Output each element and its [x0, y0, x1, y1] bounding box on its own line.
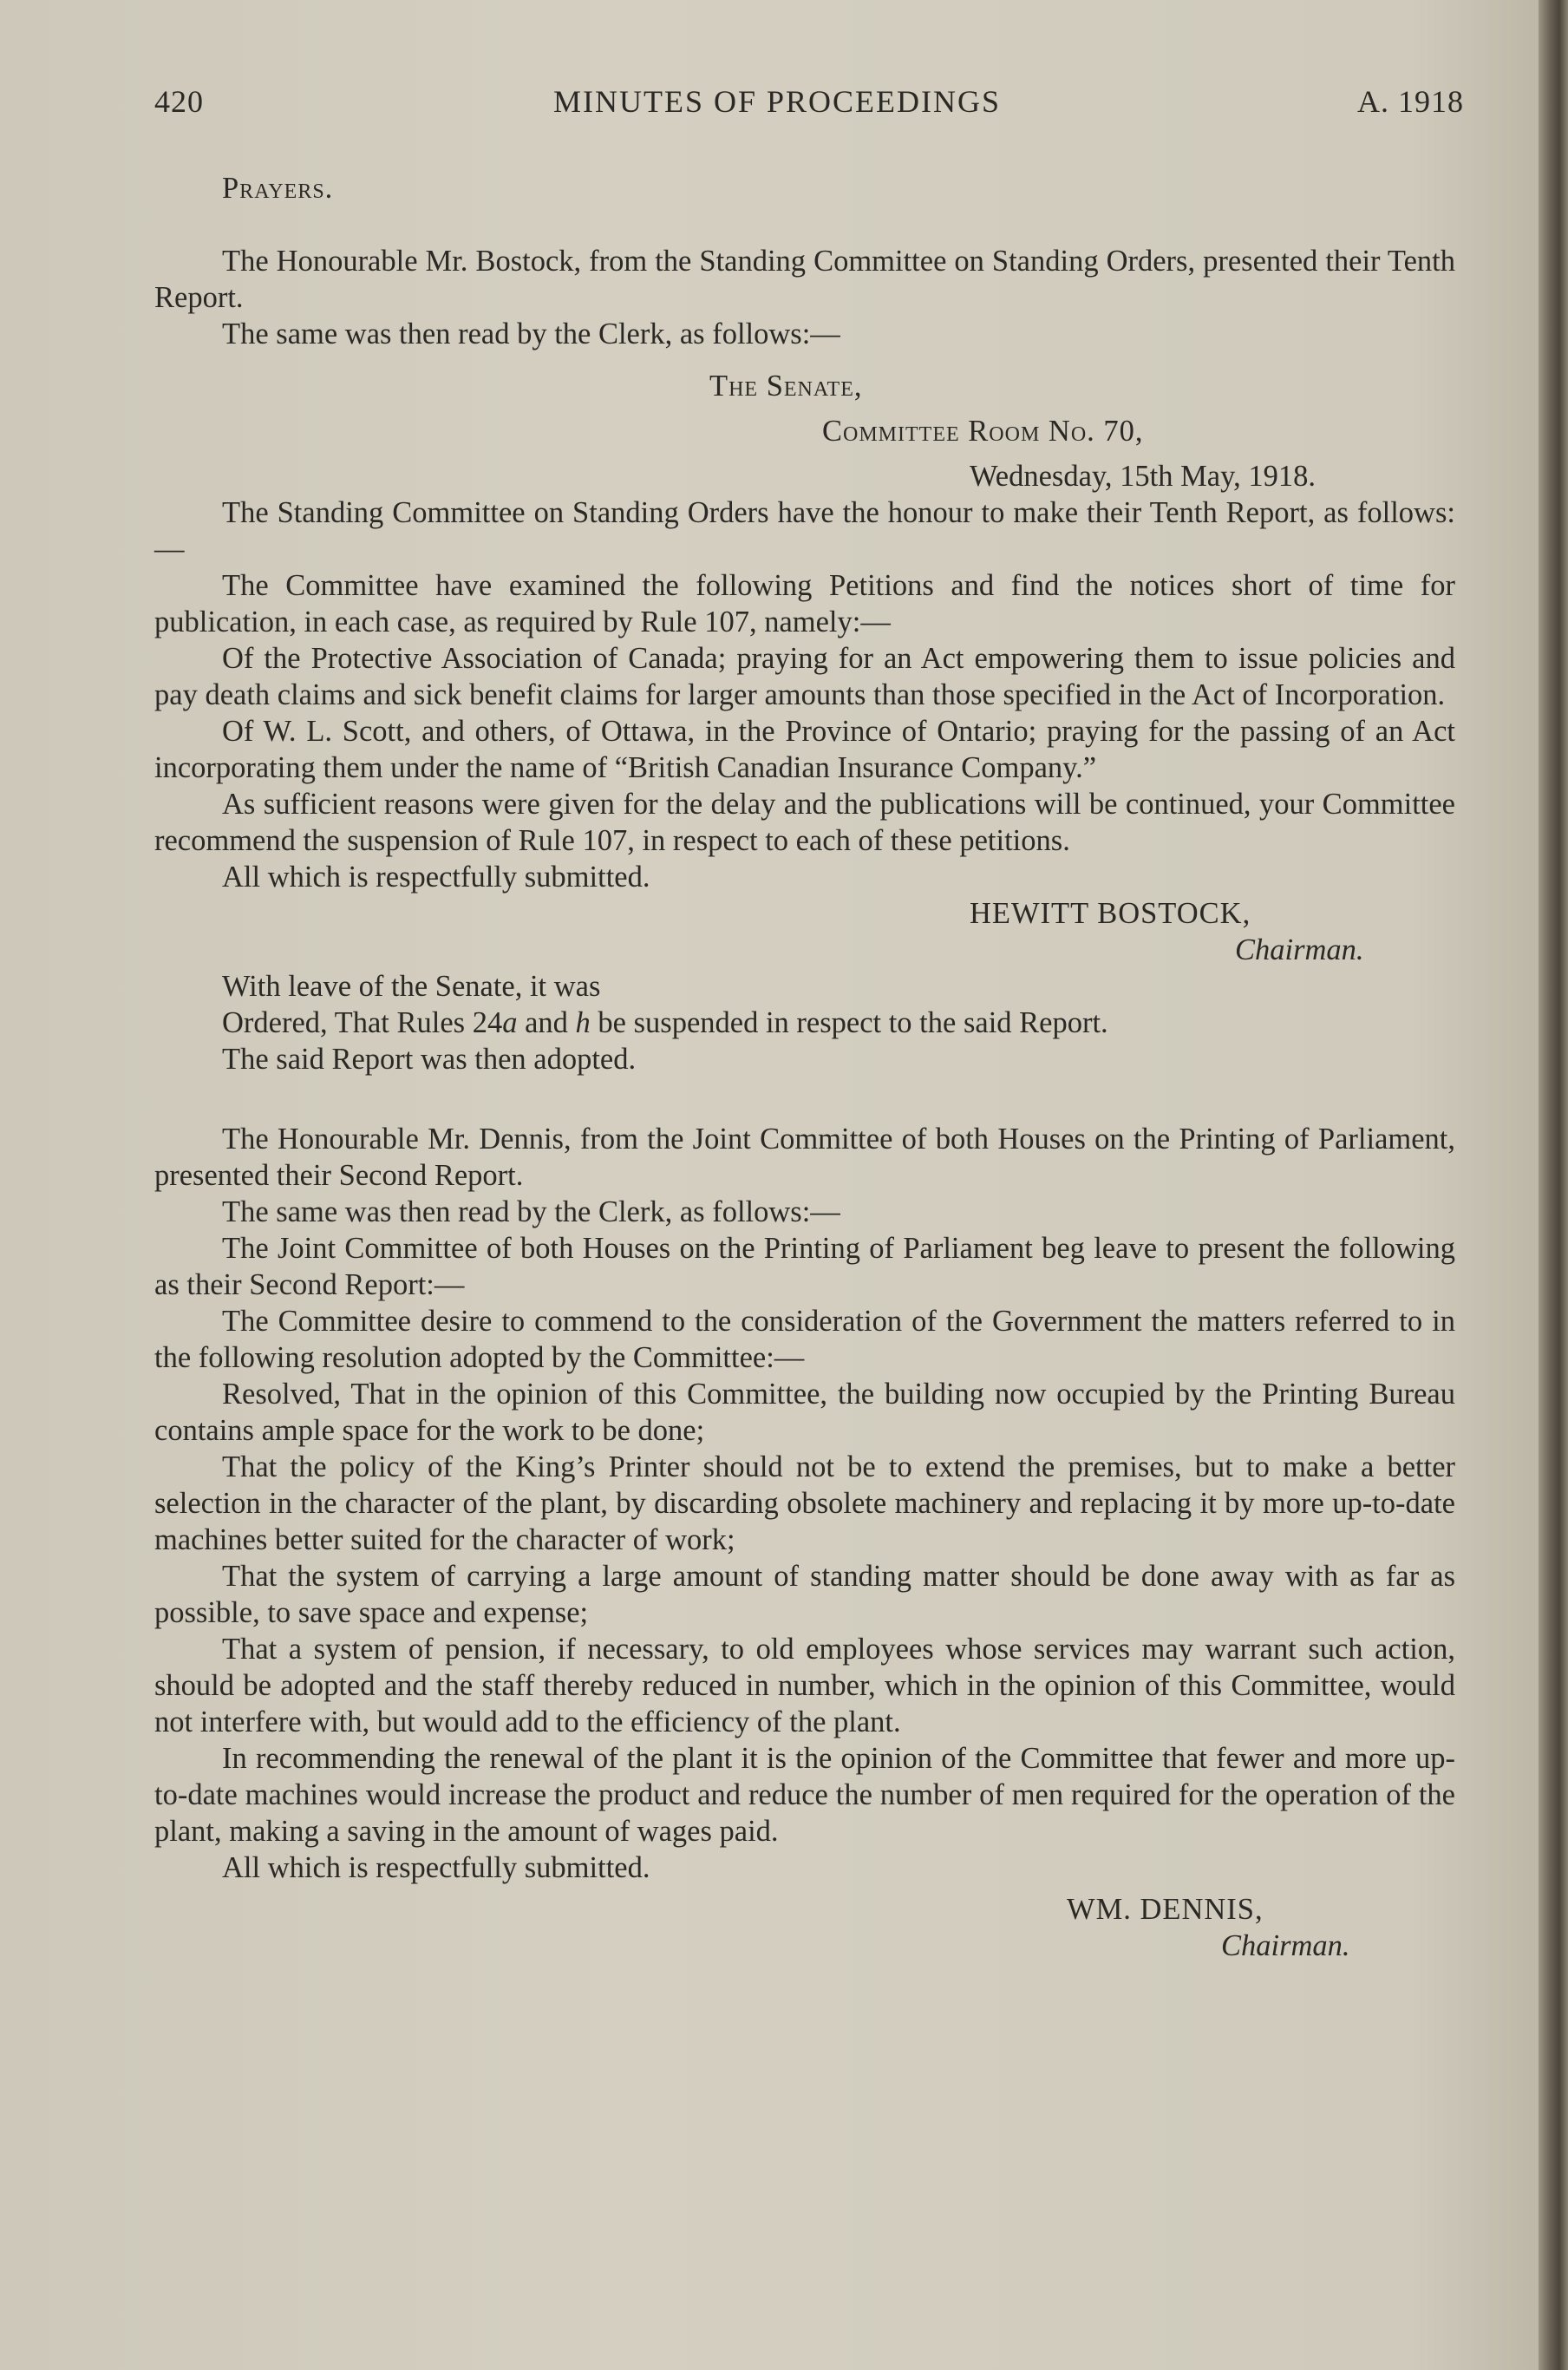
signature-bostock-title: Chairman. — [1235, 933, 1364, 966]
running-title: MINUTES OF PROCEEDINGS — [553, 84, 1002, 119]
bostock-intro: The Honourable Mr. Bostock, from the Standing Committee on Standing Orders, presented their Tenth Report. — [154, 245, 1455, 314]
ordered-rule-h: h — [575, 1006, 591, 1039]
bostock-para-2: The Committee have examined the following Petitions and find the notices short of time for publication, in each case, as required by Rule 107, namely:— — [154, 569, 1455, 638]
dennis-para-3: Resolved, That in the opinion of this Committee, the building now occupied by the Printing Bureau contains ample space for the work to be done; — [154, 1378, 1455, 1447]
ordered-mid: and — [517, 1006, 576, 1039]
ordered-rule-a: a — [502, 1006, 518, 1039]
leave-line: With leave of the Senate, it was — [222, 970, 601, 1003]
running-header — [154, 83, 1464, 135]
ordered-pre: Ordered, That Rules 24 — [222, 1006, 503, 1039]
dennis-para-4: That the policy of the King’s Printer should not be to extend the premises, but to make a better selection in the character of the plant, by discarding obsolete machinery and replacing it by more up-to-date machines better suited for the character of work; — [154, 1450, 1455, 1556]
signature-dennis-title: Chairman. — [1221, 1929, 1350, 1962]
dennis-para-7: In recommending the renewal of the plant it is the opinion of the Committee that fewer and more up-to-date machines would increase the product and reduce the number of men required for the operation of the plant, making a saving in the amount of wages paid. — [154, 1742, 1455, 1848]
address-committee-room: Committee Room No. 70, — [822, 415, 1144, 448]
bostock-para-4: Of W. L. Scott, and others, of Ottawa, in the Province of Ontario; praying for the passing of an Act incorporating them under the name of “British Canadian Insurance Company.” — [154, 715, 1455, 784]
body-text — [154, 170, 1455, 1964]
dennis-para-1: The Joint Committee of both Houses on the Printing of Parliament beg leave to present the following as their Second Report:— — [154, 1232, 1455, 1301]
bostock-para-6: All which is respectfully submitted. — [222, 861, 650, 894]
bostock-para-5: As sufficient reasons were given for the delay and the publications will be continued, your Committee recommend the suspension of Rule 107, in respect to each of these petitions. — [154, 788, 1455, 857]
dennis-para-8: All which is respectfully submitted. — [222, 1851, 650, 1884]
dennis-para-5: That the system of carrying a large amount of standing matter should be done away with as far as possible, to save space and expense; — [154, 1560, 1455, 1629]
signature-bostock: HEWITT BOSTOCK, — [970, 897, 1251, 930]
bostock-para-3: Of the Protective Association of Canada; praying for an Act empowering them to issue policies and pay death claims and sick benefit claims for larger amounts than those specified in the Act of Incorporation. — [154, 642, 1455, 711]
ordered-line — [154, 1005, 1455, 1041]
address-date: Wednesday, 15th May, 1918. — [970, 460, 1316, 493]
signature-dennis: WM. DENNIS, — [1067, 1893, 1264, 1926]
address-senate: The Senate, — [709, 370, 863, 403]
page-number: 420 — [154, 84, 204, 119]
bostock-read: The same was then read by the Clerk, as follows:— — [222, 318, 840, 350]
adopted-line: The said Report was then adopted. — [222, 1043, 637, 1076]
bostock-para-1: The Standing Committee on Standing Orders have the honour to make their Tenth Report, as follows:— — [154, 496, 1455, 566]
dennis-intro: The Honourable Mr. Dennis, from the Joint Committee of both Houses on the Printing of Parliament, presented their Second Report. — [154, 1123, 1455, 1192]
dennis-para-2: The Committee desire to commend to the consideration of the Government the matters referred to in the following resolution adopted by the Committee:— — [154, 1305, 1455, 1374]
session-year: A. 1918 — [1357, 84, 1464, 119]
prayers-heading: Prayers. — [222, 172, 334, 205]
ordered-post: be suspended in respect to the said Report. — [590, 1006, 1108, 1039]
binding-edge — [1539, 0, 1568, 2370]
dennis-para-6: That a system of pension, if necessary, to old employees whose services may warrant such action, should be adopted and the staff thereby reduced in number, which in the opinion of this Committee, would not interfere with, but would add to the efficiency of the plant. — [154, 1633, 1455, 1738]
dennis-read: The same was then read by the Clerk, as follows:— — [222, 1195, 840, 1228]
